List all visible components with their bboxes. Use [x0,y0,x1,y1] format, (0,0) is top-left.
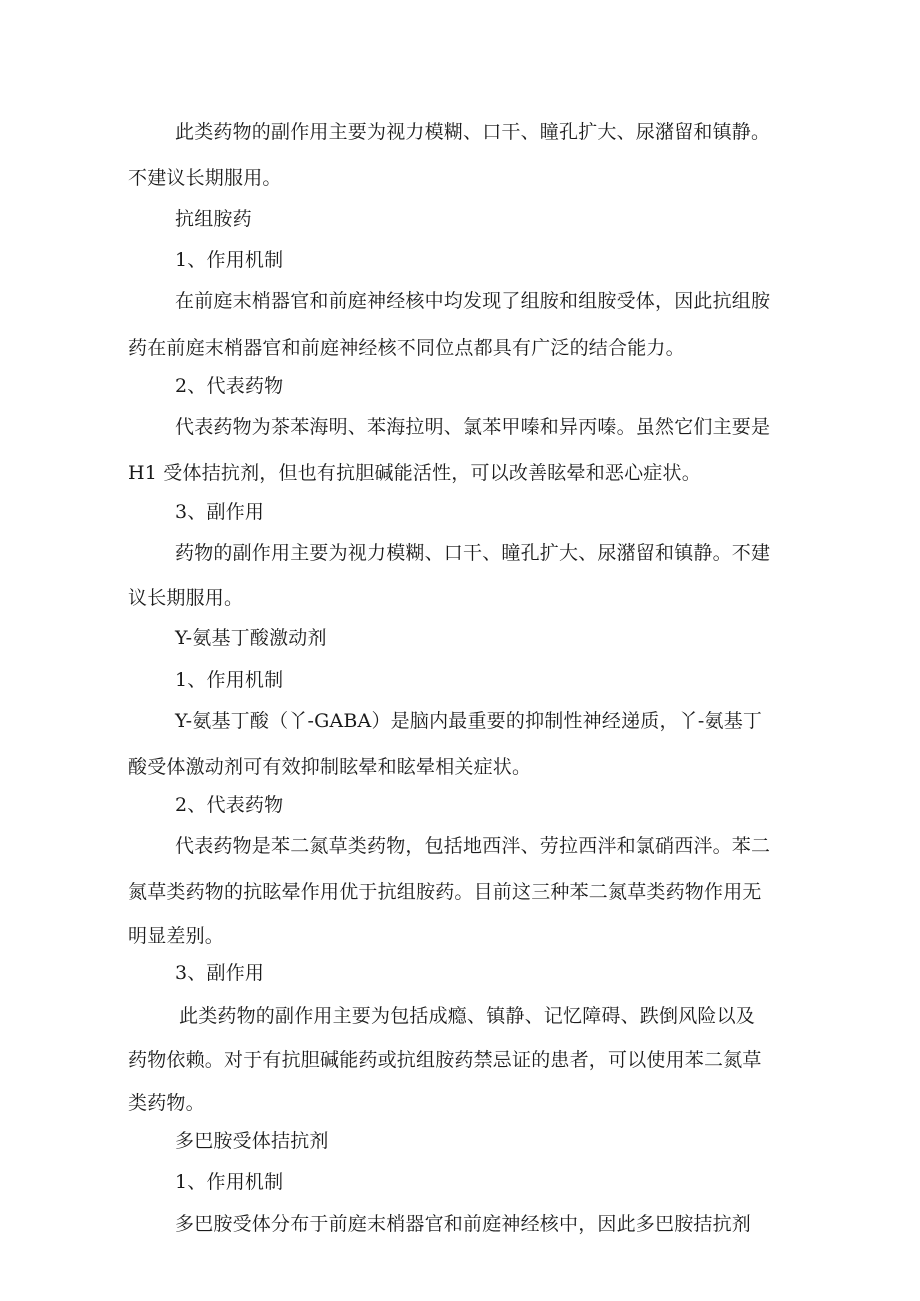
paragraph-line: 药物的副作用主要为视力模糊、口干、瞳孔扩大、尿潴留和镇静。不建 [175,542,771,564]
section-heading: 抗组胺药 [175,208,252,230]
paragraph-line: 代表药物是苯二氮草类药物，包括地西泮、劳拉西泮和氯硝西泮。苯二 [175,835,771,857]
subsection-heading: 2、代表药物 [175,375,284,397]
paragraph-line: 类药物。 [128,1092,205,1114]
subsection-heading: 1、作用机制 [175,1171,284,1193]
subsection-heading: 3、副作用 [175,501,265,523]
subsection-heading: 1、作用机制 [175,249,284,271]
paragraph-line: 在前庭末梢器官和前庭神经核中均发现了组胺和组胺受体，因此抗组胺 [175,290,771,312]
paragraph-line: H1 受体拮抗剂，但也有抗胆碱能活性，可以改善眩晕和恶心症状。 [128,462,701,484]
paragraph-line: 议长期服用。 [128,587,244,609]
paragraph-line: 此类药物的副作用主要为视力模糊、口干、瞳孔扩大、尿潴留和镇静。 [175,121,771,143]
paragraph-line: Y-氨基丁酸（丫-GABA）是脑内最重要的抑制性神经递质，丫-氨基丁 [175,710,763,732]
paragraph-line: 氮草类药物的抗眩晕作用优于抗组胺药。目前这三种苯二氮草类药物作用无 [128,881,762,903]
paragraph-line: 明显差别。 [128,925,225,947]
subsection-heading: 2、代表药物 [175,794,284,816]
paragraph-line: 酸受体激动剂可有效抑制眩晕和眩晕相关症状。 [128,756,532,778]
paragraph-line: 代表药物为茶苯海明、苯海拉明、氯苯甲嗪和异丙嗪。虽然它们主要是 [175,416,771,438]
paragraph-line: 多巴胺受体分布于前庭末梢器官和前庭神经核中，因此多巴胺拮抗剂 [175,1213,752,1235]
subsection-heading: 1、作用机制 [175,669,284,691]
section-heading: Y-氨基丁酸激动剂 [175,627,327,649]
paragraph-line: 此类药物的副作用主要为包括成瘾、镇静、记忆障碍、跌倒风险以及 [179,1005,756,1027]
subsection-heading: 3、副作用 [175,962,265,984]
section-heading: 多巴胺受体拮抗剂 [175,1130,329,1152]
paragraph-line: 不建议长期服用。 [128,167,282,189]
paragraph-line: 药物依赖。对于有抗胆碱能药或抗组胺药禁忌证的患者，可以使用苯二氮草 [128,1049,762,1071]
paragraph-line: 药在前庭末梢器官和前庭神经核不同位点都具有广泛的结合能力。 [128,337,685,359]
